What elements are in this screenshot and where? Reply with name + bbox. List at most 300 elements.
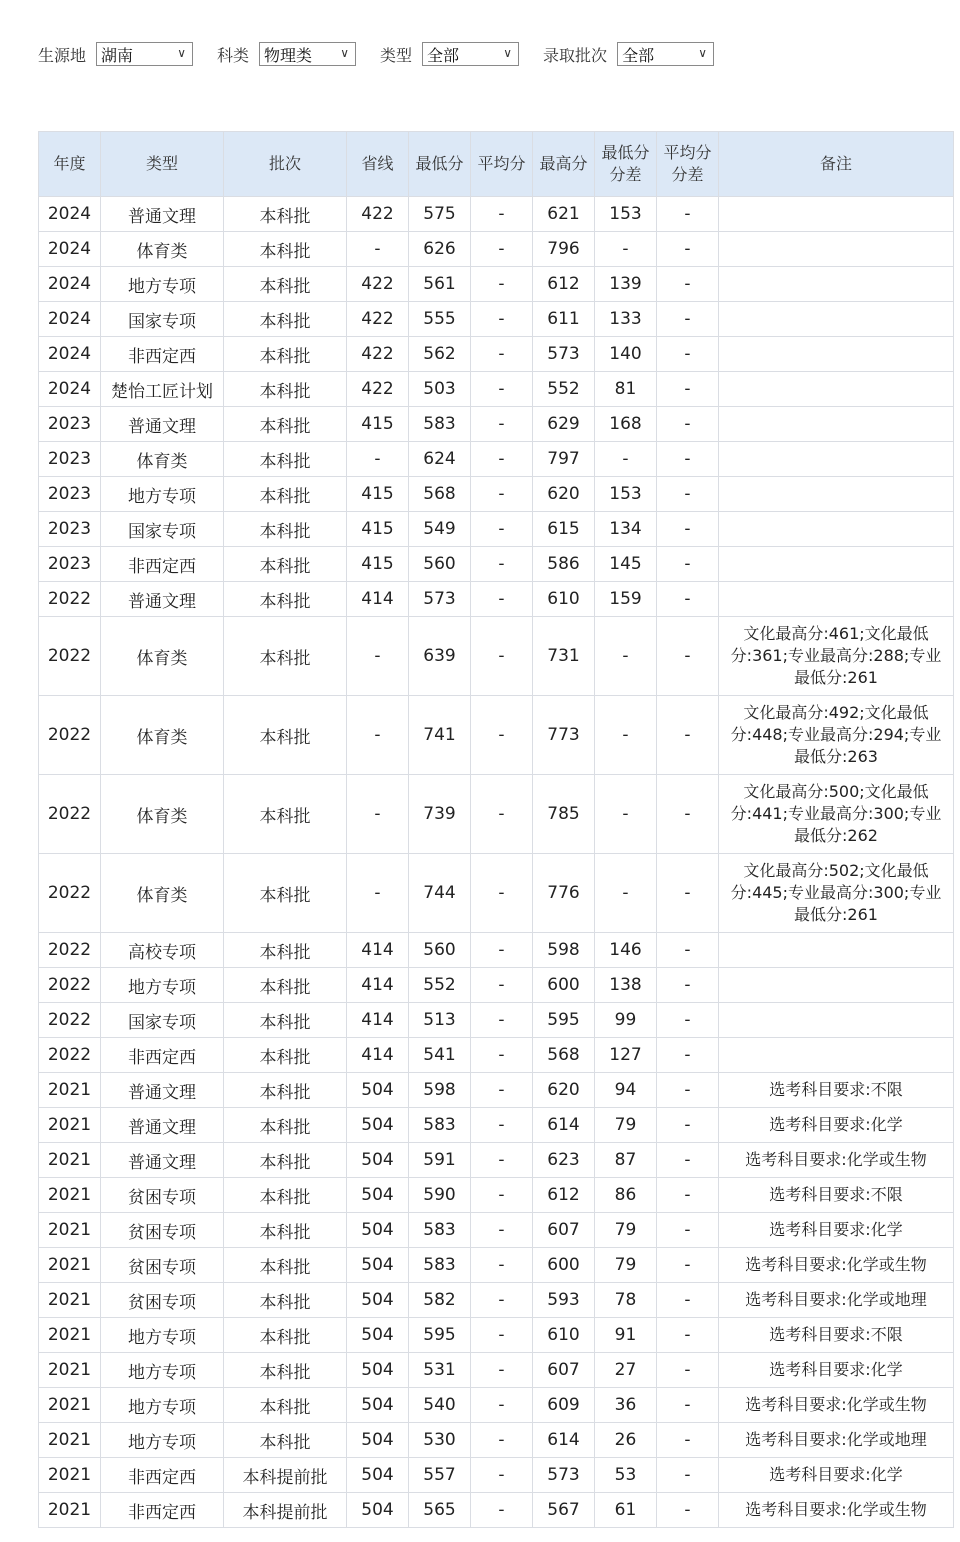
table-cell: 本科批: [224, 407, 347, 442]
table-cell: 607: [533, 1213, 595, 1248]
table-cell: -: [657, 442, 719, 477]
table-cell: 414: [347, 582, 409, 617]
table-cell: -: [657, 1283, 719, 1318]
table-cell: 2022: [39, 1038, 101, 1073]
note-cell: 选考科目要求:不限: [719, 1178, 954, 1213]
table-cell: 598: [533, 933, 595, 968]
table-cell: 本科批: [224, 1353, 347, 1388]
table-row: [39, 1388, 954, 1423]
table-row: [39, 854, 954, 933]
table-cell: 140: [595, 337, 657, 372]
column-header: 最高分: [533, 132, 595, 197]
table-cell: -: [471, 337, 533, 372]
table-cell: 541: [409, 1038, 471, 1073]
table-cell: -: [347, 696, 409, 775]
table-cell: 2022: [39, 617, 101, 696]
table-row: [39, 617, 954, 696]
table-cell: -: [657, 582, 719, 617]
column-header: 最低分: [409, 132, 471, 197]
table-cell: 2024: [39, 372, 101, 407]
table-row: [39, 197, 954, 232]
table-row: [39, 1178, 954, 1213]
table-cell: 本科批: [224, 854, 347, 933]
table-cell: -: [471, 1143, 533, 1178]
table-cell: 549: [409, 512, 471, 547]
table-cell: 2021: [39, 1423, 101, 1458]
column-header: 类型: [101, 132, 224, 197]
table-cell: -: [595, 775, 657, 854]
table-cell: -: [657, 372, 719, 407]
table-cell: -: [347, 232, 409, 267]
table-row: [39, 512, 954, 547]
table-cell: 414: [347, 968, 409, 1003]
table-cell: -: [657, 232, 719, 267]
table-cell: 本科批: [224, 1318, 347, 1353]
table-cell: -: [471, 1038, 533, 1073]
table-cell: 153: [595, 477, 657, 512]
table-cell: -: [595, 854, 657, 933]
table-cell: 415: [347, 512, 409, 547]
table-cell: -: [657, 617, 719, 696]
admission-score-table: [38, 131, 954, 1528]
table-cell: -: [471, 1353, 533, 1388]
table-cell: 本科批: [224, 1073, 347, 1108]
table-cell: 422: [347, 197, 409, 232]
table-cell: -: [347, 775, 409, 854]
chevron-down-icon: ∨: [503, 46, 513, 60]
note-cell: [719, 1003, 954, 1038]
table-cell: -: [471, 232, 533, 267]
table-cell: 体育类: [101, 775, 224, 854]
table-cell: 本科批: [224, 512, 347, 547]
table-cell: 61: [595, 1493, 657, 1528]
table-cell: 561: [409, 267, 471, 302]
table-cell: 本科批: [224, 1178, 347, 1213]
table-cell: -: [595, 696, 657, 775]
table-cell: 531: [409, 1353, 471, 1388]
table-cell: 53: [595, 1458, 657, 1493]
table-row: [39, 968, 954, 1003]
table-cell: 本科批: [224, 617, 347, 696]
table-cell: 540: [409, 1388, 471, 1423]
table-cell: 86: [595, 1178, 657, 1213]
table-cell: 168: [595, 407, 657, 442]
table-cell: 504: [347, 1353, 409, 1388]
table-cell: 体育类: [101, 232, 224, 267]
table-cell: 地方专项: [101, 1388, 224, 1423]
table-row: [39, 1458, 954, 1493]
table-cell: 414: [347, 1038, 409, 1073]
table-cell: 2021: [39, 1283, 101, 1318]
table-cell: -: [657, 197, 719, 232]
table-cell: -: [657, 512, 719, 547]
table-cell: 本科批: [224, 696, 347, 775]
table-cell: 贫困专项: [101, 1283, 224, 1318]
filter-label: 生源地: [38, 45, 87, 65]
table-cell: 593: [533, 1283, 595, 1318]
table-cell: -: [471, 1388, 533, 1423]
table-cell: 36: [595, 1388, 657, 1423]
table-cell: 595: [533, 1003, 595, 1038]
table-row: [39, 1003, 954, 1038]
table-cell: 739: [409, 775, 471, 854]
table-cell: 本科批: [224, 775, 347, 854]
table-cell: 本科批: [224, 337, 347, 372]
table-cell: 本科批: [224, 232, 347, 267]
table-cell: -: [657, 1073, 719, 1108]
table-cell: 145: [595, 547, 657, 582]
table-cell: -: [471, 854, 533, 933]
table-cell: 非西定西: [101, 1038, 224, 1073]
table-cell: -: [657, 1108, 719, 1143]
table-cell: -: [471, 197, 533, 232]
table-cell: -: [657, 1423, 719, 1458]
table-cell: 555: [409, 302, 471, 337]
table-cell: 2024: [39, 302, 101, 337]
table-cell: -: [657, 407, 719, 442]
table-cell: 2023: [39, 477, 101, 512]
filter-select[interactable]: [617, 42, 714, 66]
table-cell: 623: [533, 1143, 595, 1178]
table-cell: 91: [595, 1318, 657, 1353]
table-cell: 79: [595, 1213, 657, 1248]
table-cell: 607: [533, 1353, 595, 1388]
table-cell: 562: [409, 337, 471, 372]
table-cell: -: [471, 1213, 533, 1248]
note-cell: 选考科目要求:化学或生物: [719, 1493, 954, 1528]
table-cell: 504: [347, 1318, 409, 1353]
table-cell: -: [471, 302, 533, 337]
table-cell: -: [657, 267, 719, 302]
note-cell: [719, 512, 954, 547]
table-cell: 504: [347, 1073, 409, 1108]
table-cell: 620: [533, 477, 595, 512]
table-row: [39, 1143, 954, 1178]
table-cell: 2021: [39, 1318, 101, 1353]
table-cell: -: [471, 547, 533, 582]
table-row: [39, 547, 954, 582]
table-cell: 552: [533, 372, 595, 407]
table-cell: 本科批: [224, 442, 347, 477]
table-cell: 2022: [39, 696, 101, 775]
table-cell: 2023: [39, 442, 101, 477]
note-cell: [719, 933, 954, 968]
table-cell: 513: [409, 1003, 471, 1038]
table-row: [39, 933, 954, 968]
table-cell: -: [657, 1493, 719, 1528]
table-cell: 体育类: [101, 617, 224, 696]
table-cell: 785: [533, 775, 595, 854]
table-row: [39, 232, 954, 267]
table-cell: -: [471, 477, 533, 512]
table-cell: 731: [533, 617, 595, 696]
table-cell: -: [657, 1213, 719, 1248]
table-cell: 610: [533, 582, 595, 617]
note-cell: 选考科目要求:化学或地理: [719, 1283, 954, 1318]
column-header: 备注: [719, 132, 954, 197]
table-cell: 573: [409, 582, 471, 617]
table-cell: 744: [409, 854, 471, 933]
table-cell: 贫困专项: [101, 1178, 224, 1213]
table-cell: 2021: [39, 1073, 101, 1108]
table-cell: 贫困专项: [101, 1248, 224, 1283]
table-cell: 575: [409, 197, 471, 232]
table-row: [39, 1038, 954, 1073]
table-cell: 586: [533, 547, 595, 582]
table-cell: -: [657, 302, 719, 337]
table-cell: 504: [347, 1178, 409, 1213]
table-cell: 504: [347, 1248, 409, 1283]
table-cell: 普通文理: [101, 582, 224, 617]
note-cell: 选考科目要求:不限: [719, 1318, 954, 1353]
table-row: [39, 477, 954, 512]
table-row: [39, 1493, 954, 1528]
table-cell: 87: [595, 1143, 657, 1178]
table-cell: 普通文理: [101, 1143, 224, 1178]
table-row: [39, 372, 954, 407]
note-cell: [719, 407, 954, 442]
table-cell: 565: [409, 1493, 471, 1528]
table-cell: 560: [409, 547, 471, 582]
table-cell: 2024: [39, 197, 101, 232]
table-cell: 地方专项: [101, 968, 224, 1003]
table-cell: 体育类: [101, 854, 224, 933]
table-row: [39, 1108, 954, 1143]
table-cell: 134: [595, 512, 657, 547]
table-cell: 568: [533, 1038, 595, 1073]
table-cell: 普通文理: [101, 407, 224, 442]
table-cell: -: [657, 1143, 719, 1178]
column-header: 平均分 分差: [657, 132, 719, 197]
table-cell: 414: [347, 933, 409, 968]
table-cell: 583: [409, 1213, 471, 1248]
table-row: [39, 407, 954, 442]
table-row: [39, 1073, 954, 1108]
note-cell: 选考科目要求:化学或地理: [719, 1423, 954, 1458]
table-cell: -: [471, 267, 533, 302]
table-cell: 2021: [39, 1178, 101, 1213]
filter-select[interactable]: [259, 42, 356, 66]
table-cell: 583: [409, 1108, 471, 1143]
table-cell: 非西定西: [101, 547, 224, 582]
table-cell: 415: [347, 407, 409, 442]
table-row: [39, 1423, 954, 1458]
table-cell: -: [595, 617, 657, 696]
table-cell: 2021: [39, 1248, 101, 1283]
table-cell: 本科批: [224, 582, 347, 617]
table-cell: 本科批: [224, 1423, 347, 1458]
filter-label: 类型: [380, 45, 413, 65]
note-cell: 文化最高分:500;文化最低分:441;专业最高分:300;专业最低分:262: [719, 775, 954, 854]
table-cell: 615: [533, 512, 595, 547]
table-cell: 贫困专项: [101, 1213, 224, 1248]
table-cell: 非西定西: [101, 1493, 224, 1528]
table-cell: -: [471, 1108, 533, 1143]
table-cell: 612: [533, 267, 595, 302]
table-cell: -: [657, 477, 719, 512]
filter-label: 录取批次: [543, 45, 608, 65]
table-row: [39, 302, 954, 337]
table-cell: 本科批: [224, 197, 347, 232]
filter-select[interactable]: [422, 42, 519, 66]
table-cell: -: [471, 1178, 533, 1213]
table-cell: 楚怡工匠计划: [101, 372, 224, 407]
table-cell: 2024: [39, 337, 101, 372]
table-cell: 595: [409, 1318, 471, 1353]
table-cell: -: [657, 933, 719, 968]
note-cell: 选考科目要求:不限: [719, 1073, 954, 1108]
table-cell: 本科批: [224, 1283, 347, 1318]
table-cell: 620: [533, 1073, 595, 1108]
table-cell: 体育类: [101, 442, 224, 477]
filter-select-value: 全部: [622, 45, 655, 65]
table-cell: -: [471, 372, 533, 407]
table-cell: 2024: [39, 232, 101, 267]
table-cell: 地方专项: [101, 1353, 224, 1388]
table-row: [39, 267, 954, 302]
table-cell: 422: [347, 302, 409, 337]
table-cell: 2022: [39, 775, 101, 854]
table-cell: 797: [533, 442, 595, 477]
table-cell: -: [657, 1038, 719, 1073]
table-cell: -: [471, 1073, 533, 1108]
table-cell: -: [471, 1248, 533, 1283]
filter-select[interactable]: [96, 42, 193, 66]
column-header: 批次: [224, 132, 347, 197]
table-cell: 国家专项: [101, 512, 224, 547]
table-cell: 地方专项: [101, 267, 224, 302]
table-cell: -: [657, 1388, 719, 1423]
table-cell: 普通文理: [101, 1073, 224, 1108]
table-cell: 138: [595, 968, 657, 1003]
filter-select-value: 湖南: [101, 45, 134, 65]
table-cell: 99: [595, 1003, 657, 1038]
table-cell: 639: [409, 617, 471, 696]
chevron-down-icon: ∨: [698, 46, 708, 60]
note-cell: 选考科目要求:化学: [719, 1353, 954, 1388]
table-cell: -: [471, 968, 533, 1003]
note-cell: [719, 968, 954, 1003]
table-cell: 79: [595, 1108, 657, 1143]
note-cell: [719, 267, 954, 302]
table-cell: 78: [595, 1283, 657, 1318]
table-cell: -: [657, 968, 719, 1003]
table-cell: 2021: [39, 1493, 101, 1528]
table-cell: -: [657, 337, 719, 372]
table-cell: -: [471, 512, 533, 547]
table-cell: 94: [595, 1073, 657, 1108]
table-cell: 地方专项: [101, 1423, 224, 1458]
table-cell: 27: [595, 1353, 657, 1388]
table-cell: -: [657, 775, 719, 854]
table-cell: 583: [409, 407, 471, 442]
table-cell: 2023: [39, 512, 101, 547]
table-cell: 本科批: [224, 267, 347, 302]
note-cell: [719, 337, 954, 372]
table-cell: 591: [409, 1143, 471, 1178]
table-cell: 568: [409, 477, 471, 512]
table-cell: -: [657, 696, 719, 775]
table-cell: 非西定西: [101, 337, 224, 372]
table-cell: -: [657, 1248, 719, 1283]
chevron-down-icon: ∨: [177, 46, 187, 60]
table-cell: 415: [347, 477, 409, 512]
table-cell: 国家专项: [101, 1003, 224, 1038]
table-cell: -: [471, 1318, 533, 1353]
table-row: [39, 775, 954, 854]
table-cell: 2022: [39, 854, 101, 933]
table-cell: -: [657, 1458, 719, 1493]
note-cell: [719, 372, 954, 407]
table-cell: -: [657, 1178, 719, 1213]
note-cell: [719, 302, 954, 337]
table-cell: 422: [347, 337, 409, 372]
table-cell: 741: [409, 696, 471, 775]
table-row: [39, 337, 954, 372]
note-cell: 选考科目要求:化学或生物: [719, 1248, 954, 1283]
table-cell: 地方专项: [101, 1318, 224, 1353]
table-cell: 本科批: [224, 477, 347, 512]
table-cell: 776: [533, 854, 595, 933]
table-cell: 614: [533, 1423, 595, 1458]
table-cell: -: [471, 1458, 533, 1493]
table-cell: 本科批: [224, 1143, 347, 1178]
table-cell: 600: [533, 1248, 595, 1283]
table-cell: -: [471, 775, 533, 854]
note-cell: 选考科目要求:化学: [719, 1213, 954, 1248]
table-cell: 2023: [39, 547, 101, 582]
table-cell: 621: [533, 197, 595, 232]
filter-select-value: 全部: [427, 45, 460, 65]
table-cell: -: [471, 1493, 533, 1528]
table-cell: -: [471, 407, 533, 442]
note-cell: [719, 1038, 954, 1073]
table-cell: 600: [533, 968, 595, 1003]
table-cell: 504: [347, 1388, 409, 1423]
table-cell: 626: [409, 232, 471, 267]
table-cell: 557: [409, 1458, 471, 1493]
table-cell: 612: [533, 1178, 595, 1213]
table-cell: 139: [595, 267, 657, 302]
table-cell: 2023: [39, 407, 101, 442]
table-cell: 2022: [39, 933, 101, 968]
table-cell: -: [471, 1283, 533, 1318]
table-cell: 567: [533, 1493, 595, 1528]
table-cell: -: [347, 854, 409, 933]
note-cell: 文化最高分:502;文化最低分:445;专业最高分:300;专业最低分:261: [719, 854, 954, 933]
table-cell: 普通文理: [101, 1108, 224, 1143]
table-cell: 本科批: [224, 1003, 347, 1038]
table-cell: -: [471, 582, 533, 617]
table-cell: 582: [409, 1283, 471, 1318]
table-cell: 414: [347, 1003, 409, 1038]
table-cell: 2024: [39, 267, 101, 302]
table-cell: 614: [533, 1108, 595, 1143]
note-cell: [719, 442, 954, 477]
table-cell: 415: [347, 547, 409, 582]
table-cell: 504: [347, 1493, 409, 1528]
note-cell: 文化最高分:492;文化最低分:448;专业最高分:294;专业最低分:263: [719, 696, 954, 775]
table-cell: 153: [595, 197, 657, 232]
table-cell: 本科提前批: [224, 1458, 347, 1493]
table-cell: 504: [347, 1213, 409, 1248]
table-cell: 本科批: [224, 1108, 347, 1143]
table-cell: 504: [347, 1423, 409, 1458]
table-cell: 573: [533, 337, 595, 372]
table-cell: 146: [595, 933, 657, 968]
table-cell: 504: [347, 1458, 409, 1493]
note-cell: [719, 477, 954, 512]
